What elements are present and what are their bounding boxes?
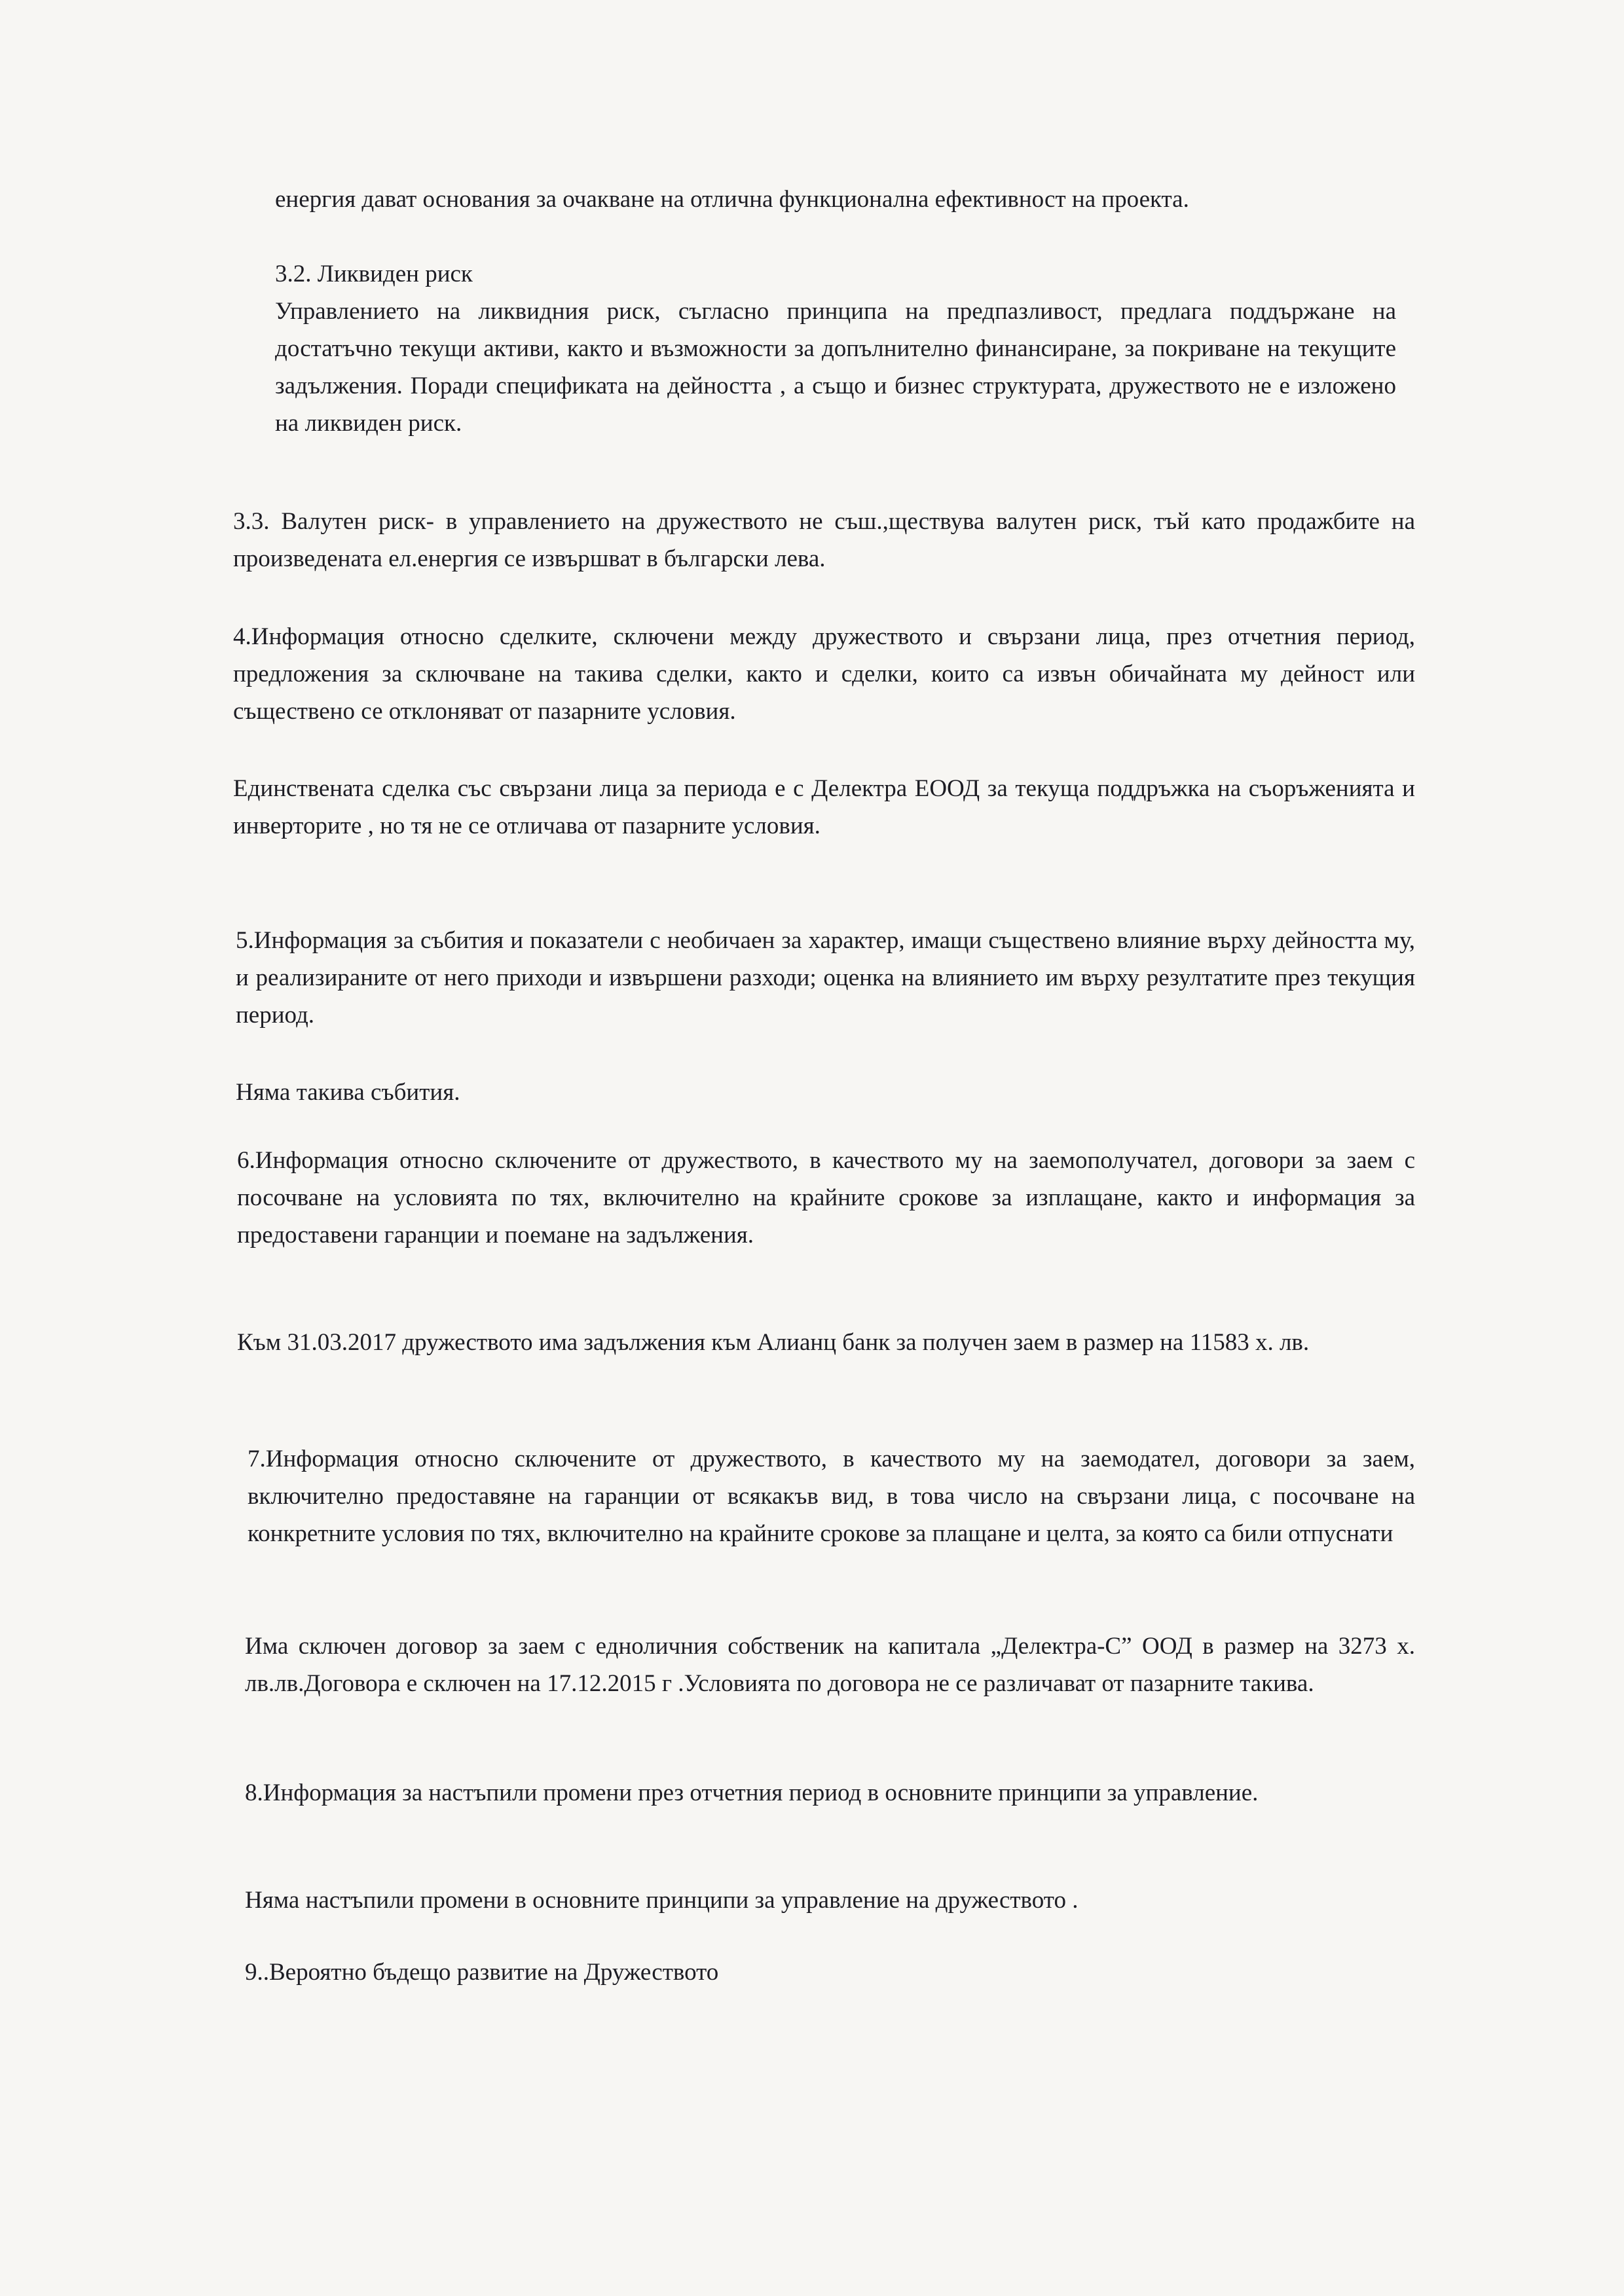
section-4-heading: 4.Информация относно сделките, сключени между дружеството и свързани лица, през отчетния период, предложения за сключване на такива сделки, както и сделки, които са извън обичайната му дейност или съществено се отклоняват от пазарните условия. (233, 623, 1415, 725)
section-3-2-body: Управлението на ликвидния риск, съгласно принципа на предпазливост, предлага поддържане на достатъчно текущи активи, както и възможности за допълнително финансиране, за покриване на текущите задължения. Поради спецификата на дейността , а също и бизнес структурата, дружеството не е изложено на ликвиден риск. (275, 298, 1396, 437)
section-7-body: Има сключен договор за заем с едноличния собственик на капитала „Делектра-С” ООД в размер на 3273 х. лв.лв.Договора е сключен на 17.12.2015 г .Условията по договора не се различават от пазарните такива. (245, 1633, 1415, 1697)
section-7-heading: 7.Информация относно сключените от дружеството, в качеството му на заемодател, договори за заем, включително предоставяне на гаранции от всякакъв вид, в това число на свързани лица, с посочване на конкретните условия по тях, включително на крайните срокове за плащане и целта, за която са били отпуснати (248, 1446, 1415, 1547)
section-5-heading: 5.Информация за събития и показатели с необичаен за характер, имащи съществено влияние върху дейността му, и реализираните от него приходи и извършени разходи; оценка на влиянието им върху резултатите през текущия период. (236, 927, 1415, 1029)
section-9-heading: 9..Вероятно бъдещо развитие на Дружеството (245, 1959, 719, 1986)
section-5-body: Няма такива събития. (236, 1079, 460, 1106)
section-6-body: Към 31.03.2017 дружеството има задължения към Алианц банк за получен заем в размер на 11583 х. лв. (237, 1329, 1310, 1356)
intro-continuation: енергия дават основания за очакване на отлична функционална ефективност на проекта. (275, 186, 1189, 213)
section-6-heading: 6.Информация относно сключените от дружеството, в качеството му на заемополучател, договори за заем с посочване на условията по тях, включително на крайните срокове за изплащане, както и информация за предоставени гаранции и поемане на задължения. (237, 1147, 1415, 1248)
section-8-body: Няма настъпили промени в основните принципи за управление на дружеството . (245, 1887, 1079, 1914)
section-4-body: Единствената сделка със свързани лица за периода е с Делектра ЕООД за текуща поддръжка на съоръженията и инверторите , но тя не се отличава от пазарните условия. (233, 775, 1415, 839)
section-3-2-heading: 3.2. Ликвиден риск (275, 261, 473, 287)
section-3-3: 3.3. Валутен риск- в управлението на дружеството не съш.,ществува валутен риск, тъй като продажбите на произведената ел.енергия се извършват в български лева. (233, 508, 1415, 572)
section-8-heading: 8.Информация за настъпили промени през отчетния период в основните принципи за управление. (245, 1779, 1259, 1806)
